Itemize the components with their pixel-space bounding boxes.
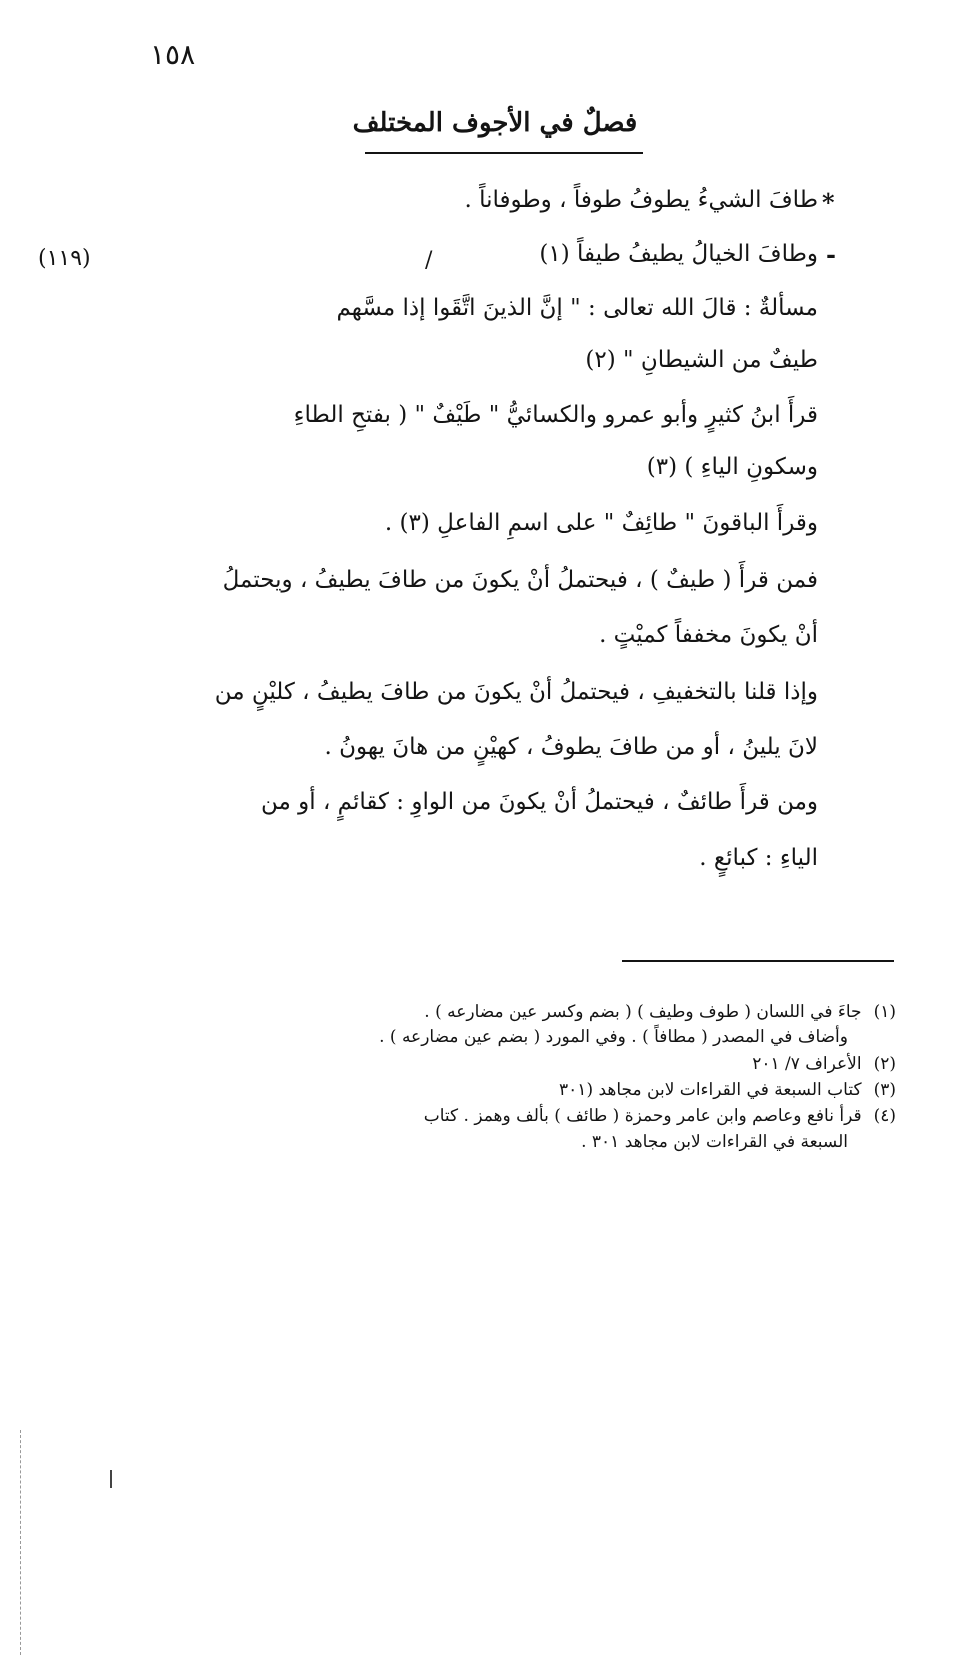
footnote — [130, 1000, 896, 1024]
body-line: وسكونِ الياءِ ) (٣) — [646, 454, 818, 480]
footnote — [130, 1078, 896, 1102]
body-line: وطافَ الخيالُ يطيفُ طيفاً (١) — [539, 241, 818, 267]
footnote-text: كتاب السبعة في القراءات لابن مجاهد (٣٠١ — [559, 1080, 862, 1100]
body-line: لانَ يلينُ ، أو من طافَ يطوفُ ، كهيْنٍ من هانَ يهونُ . — [324, 734, 818, 760]
star-marker: * — [822, 188, 835, 217]
footnote-separator — [622, 960, 894, 962]
body-line: أنْ يكونَ مخففاً كميْتٍ . — [599, 622, 818, 648]
body-line: الياءِ : كبائعٍ . — [699, 845, 818, 871]
footnote-text: جاءَ في اللسان ( طوف وطيف ) ( بضم وكسر عين مضارعه ) . — [424, 1002, 862, 1022]
footnote — [130, 1025, 848, 1049]
footnote — [130, 1052, 896, 1076]
section-heading: فصلٌ في الأجوف المختلف — [352, 108, 638, 138]
footnote-text: الأعراف ٧/ ٢٠١ — [752, 1054, 862, 1074]
footnote-text: السبعة في القراءات لابن مجاهد ٣٠١ . — [581, 1132, 848, 1152]
body-line: مسألةٌ : قالَ الله تعالى : " إنَّ الذينَ اتَّقَوا إذا مسَّهم — [336, 295, 818, 321]
slash-mark: / — [425, 248, 433, 273]
footnote-number: (٣) — [873, 1080, 896, 1100]
body-line: طافَ الشيءُ يطوفُ طوفاً ، وطوفاناً . — [464, 187, 818, 213]
footnote-number: (٢) — [873, 1054, 896, 1074]
body-line: وإذا قلنا بالتخفيفِ ، فيحتملُ أنْ يكونَ من طافَ يطيفُ ، كليْنٍ من — [214, 679, 818, 705]
body-line: فمن قرأَ ( طيفٌ ) ، فيحتملُ أنْ يكونَ من طافَ يطيفُ ، ويحتملُ — [222, 567, 818, 593]
footnote-number: (٤) — [873, 1106, 896, 1126]
body-line: طيفٌ من الشيطانِ " (٢) — [585, 347, 818, 373]
footnote — [130, 1130, 848, 1154]
page-number: ١٥٨ — [150, 38, 196, 71]
footnote — [130, 1104, 896, 1128]
body-line: قرأَ ابنُ كثيرٍ وأبو عمرو والكسائيُّ " طَيْفٌ " ( بفتحِ الطاءِ — [293, 402, 818, 428]
side-number: (١١٩) — [38, 246, 91, 271]
footnote-number: (١) — [873, 1002, 896, 1022]
dash-marker: - — [826, 240, 836, 269]
body-line: وقرأَ الباقونَ " طائِفٌ " على اسمِ الفاعلِ (٣) . — [384, 510, 818, 536]
footnote-text: وأضاف في المصدر ( مطافاً ) . وفي المورد ( بضم عين مضارعه ) . — [379, 1027, 848, 1047]
scan-tick-mark — [110, 1470, 112, 1488]
footnote-text: قرأ نافع وعاصم وابن عامر وحمزة ( طائف ) بألف وهمز . كتاب — [423, 1106, 862, 1126]
heading-underline — [365, 152, 643, 154]
scan-margin-line — [20, 1430, 21, 1655]
body-line: ومن قرأَ طائفٌ ، فيحتملُ أنْ يكونَ من الواوِ : كقائمٍ ، أو من — [261, 789, 818, 815]
